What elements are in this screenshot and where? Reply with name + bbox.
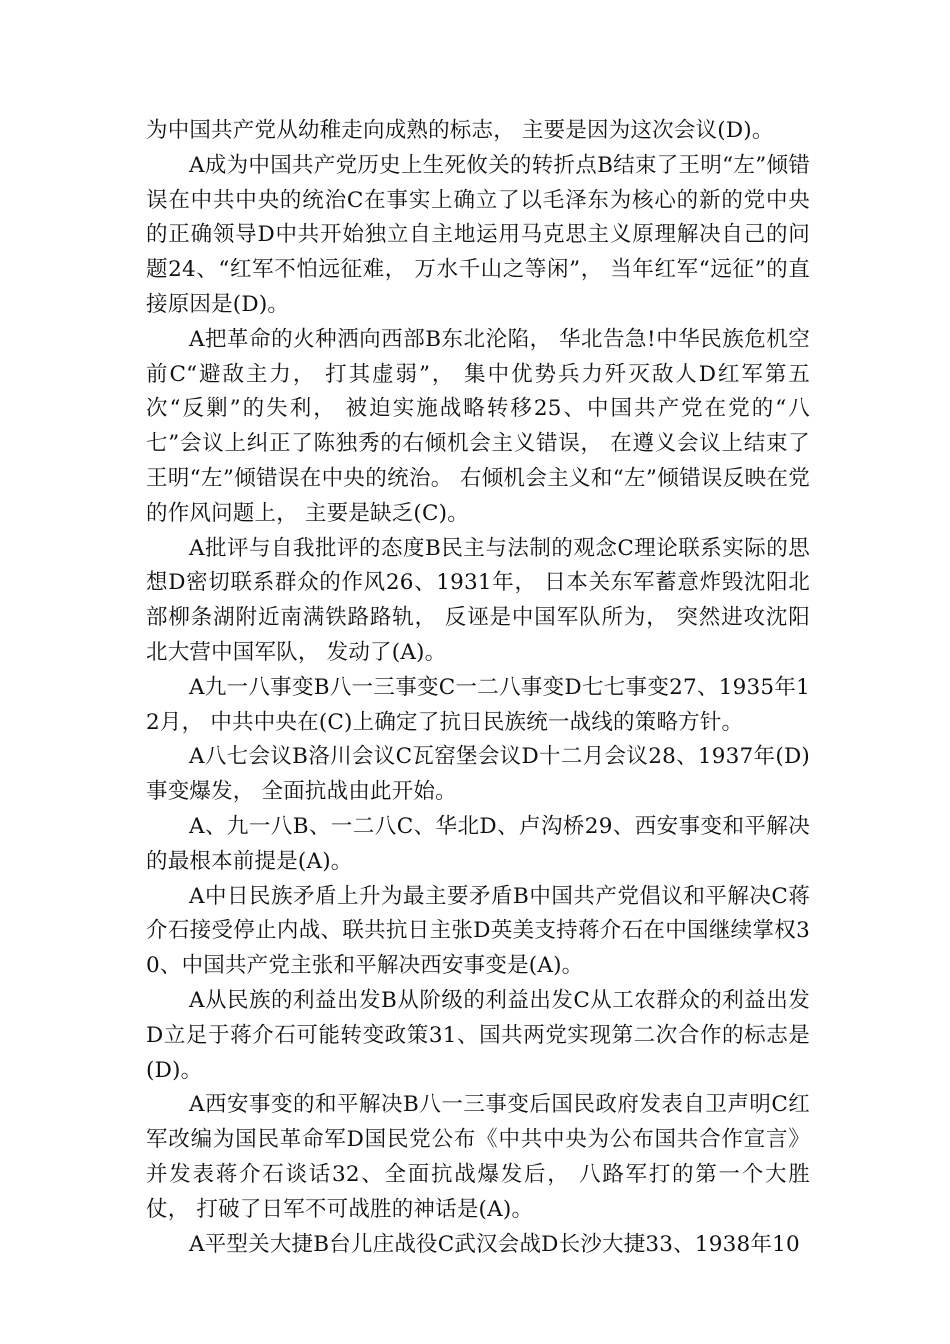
paragraph-q28-options: A、九一八B、一二八C、华北D、卢沟桥29、西安事变和平解决的最根本前提是(A)。	[146, 813, 810, 874]
paragraph-q32-options: A平型关大捷B台儿庄战役C武汉会战D长沙大捷33、1938年10	[189, 1231, 800, 1257]
paragraph-q23-options: A成为中国共产党历史上生死攸关的转折点B结束了王明“左”倾错误在中共中央的统治C在事实上确立了以毛泽东为核心的新的党中央的正确领导D中共开始独立自主地运用马克思主义原理解决自己的问题24、“红军不怕远征难， 万水千山之等闲”， 当年红军“远征”的直接原因是(D)。	[146, 152, 810, 317]
paragraph-q27-options: A八七会议B洛川会议C瓦窑堡会议D十二月会议28、1937年(D)事变爆发， 全面抗战由此开始。	[146, 744, 810, 805]
paragraph-q29-options: A中日民族矛盾上升为最主要矛盾B中国共产党倡议和平解决C蒋介石接受停止内战、联共抗日主张D英美支持蒋介石在中国继续掌权30、中国共产党主张和平解决西安事变是(A)。	[146, 883, 810, 979]
paragraph-continuation: 为中国共产党从幼稚走向成熟的标志， 主要是因为这次会议(D)。	[146, 118, 774, 143]
document-body	[146, 114, 810, 1262]
paragraph-q31-options: A西安事变的和平解决B八一三事变后国民政府发表自卫声明C红军改编为国民革命军D国民党公布《中共中央为公布国共合作宣言》并发表蒋介石谈话32、全面抗战爆发后， 八路军打的第一个大胜仗， 打破了日军不可战胜的神话是(A)。	[146, 1092, 810, 1222]
paragraph-q25-options: A批评与自我批评的态度B民主与法制的观念C理论联系实际的思想D密切联系群众的作风26、1931年， 日本关东军蓄意炸毁沈阳北部柳条湖附近南满铁路路轨， 反诬是中国军队所为， 突然进攻沈阳北大营中国军队， 发动了(A)。	[146, 535, 810, 665]
paragraph-q26-options: A九一八事变B八一三事变C一二八事变D七七事变27、1935年12月， 中共中央在(C)上确定了抗日民族统一战线的策略方针。	[146, 674, 810, 735]
paragraph-q24-options: A把革命的火种洒向西部B东北沦陷， 华北告急!中华民族危机空前C“避敌主力， 打其虚弱”， 集中优势兵力歼灭敌人D红军第五次“反剿”的失利， 被迫实施战略转移25、中国共产党在党的“八七”会议上纠正了陈独秀的右倾机会主义错误， 在遵义会议上结束了王明“左”倾错误在中央的统治。 右倾机会主义和“左”倾错误反映在党的作风问题上， 主要是缺乏(C)。	[146, 326, 810, 526]
paragraph-q30-options: A从民族的利益出发B从阶级的利益出发C从工农群众的利益出发D立足于蒋介石可能转变政策31、国共两党实现第二次合作的标志是(D)。	[146, 987, 810, 1083]
